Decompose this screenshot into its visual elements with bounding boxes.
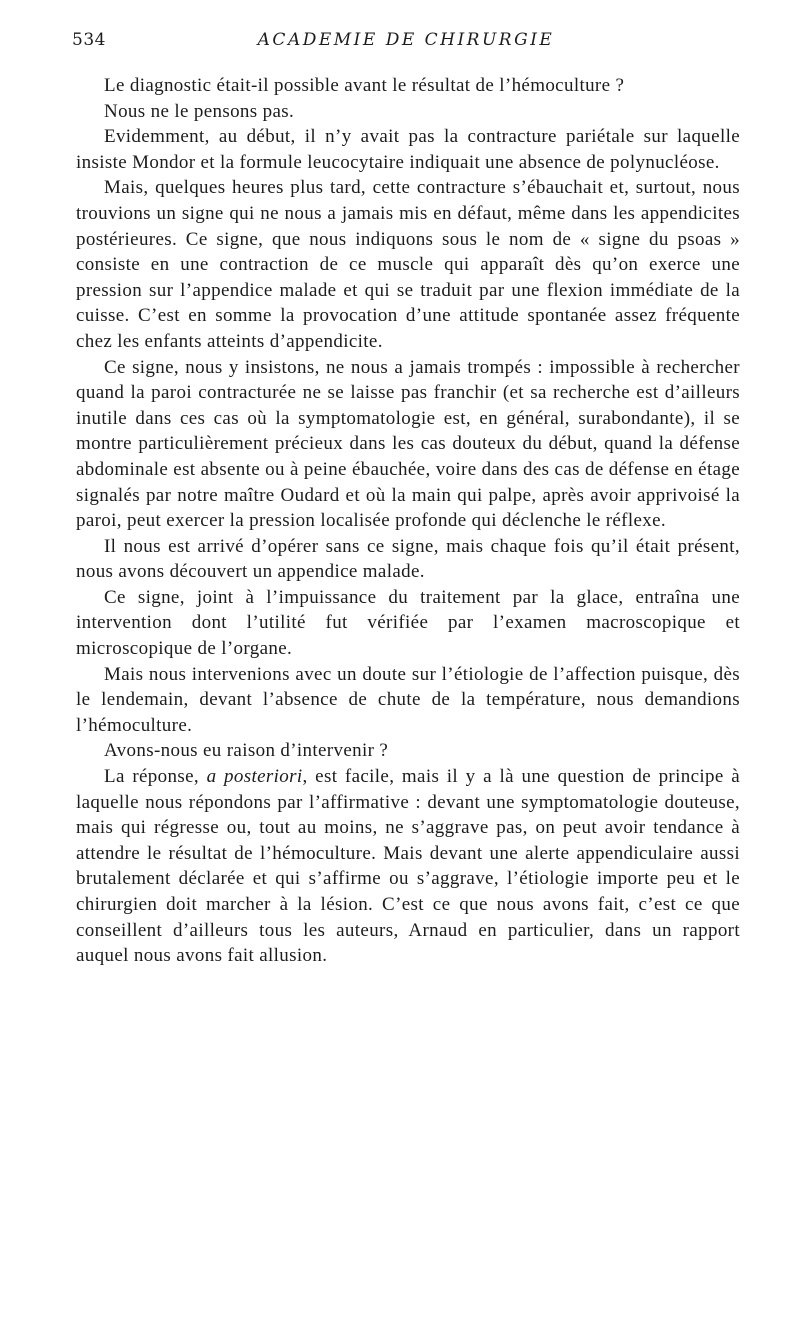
running-head: ACADEMIE DE CHIRURGIE [257,30,555,50]
paragraph: Le diagnostic était-il possible avant le résultat de l’hémoculture ? [104,75,625,96]
final-paragraph-start: La réponse, [104,766,207,788]
page-number: 534 [72,30,106,50]
paragraph: Ce signe, nous y insistons, ne nous a jamais trompés : impossible à rechercher quand la paroi contracturée ne se laisse pas franchir (et sa recherche est d’ailleurs inutile dans ces cas où la symptomatologie est, en général, surabondante), il se montre particulièrement précieux dans les cas douteux du début, quand la défense abdominale est absente ou à peine ébauchée, voire dans des cas de défense en étage signalés par notre maître Oudard et où la main qui palpe, après avoir apprivoisé la paroi, peut exercer la pression localisée profonde qui déclenche le réflexe. [76,356,740,532]
italic-phrase: a posteriori [206,766,303,788]
page-header [72,30,740,54]
body-text [76,73,740,969]
paragraph: Il nous est arrivé d’opérer sans ce signe, mais chaque fois qu’il était présent, nous avons découvert un appendice malade. [76,535,740,583]
paragraph: Mais nous intervenions avec un doute sur l’étiologie de l’affection puisque, dès le lendemain, devant l’absence de chute de la température, nous demandions l’hémoculture. [76,663,740,736]
paragraph: Ce signe, joint à l’impuissance du traitement par la glace, entraîna une intervention dont l’utilité fut vérifiée par l’examen macroscopique et microscopique de l’organe. [76,586,740,660]
final-paragraph [76,764,740,969]
paragraph: Avons-nous eu raison d’intervenir ? [104,740,389,762]
final-paragraph-rest: , est facile, mais il y a là une question de principe à laquelle nous répondons par l’affirmative : devant une symptomatologie douteuse, mais qui régresse ou, tout au moins, ne s’aggrave pas, on peut avoir tendance à attendre le résultat de l’hémoculture. Mais devant une alerte appendiculaire aussi brutalement déclarée et qui s’affirme ou s’aggrave, l’étiologie importe peu et le chirurgien doit marcher à la lésion. C’est ce que nous avons fait, c’est ce que conseillent d’ailleurs tous les auteurs, Arnaud en particulier, dans un rapport auquel nous avons fait allusion. [76,766,741,967]
paragraph: Evidemment, au début, il n’y avait pas la contracture pariétale sur laquelle insiste Mondor et la formule leucocytaire indiquait une absence de polynucléose. [76,126,740,173]
paragraph: Mais, quelques heures plus tard, cette contracture s’ébauchait et, surtout, nous trouvions un signe qui ne nous a jamais mis en défaut, même dans les appendicites postérieures. Ce signe, que nous indiquons sous le nom de « signe du psoas » consiste en une contraction de ce muscle qui apparaît dès qu’on exerce une pression sur l’appendice malade et qui se traduit par une flexion immédiate de la cuisse. C’est en somme la provocation d’une attitude spontanée assez fréquente chez les enfants atteints d’appendicite. [76,177,740,352]
paragraph: Nous ne le pensons pas. [104,100,295,122]
